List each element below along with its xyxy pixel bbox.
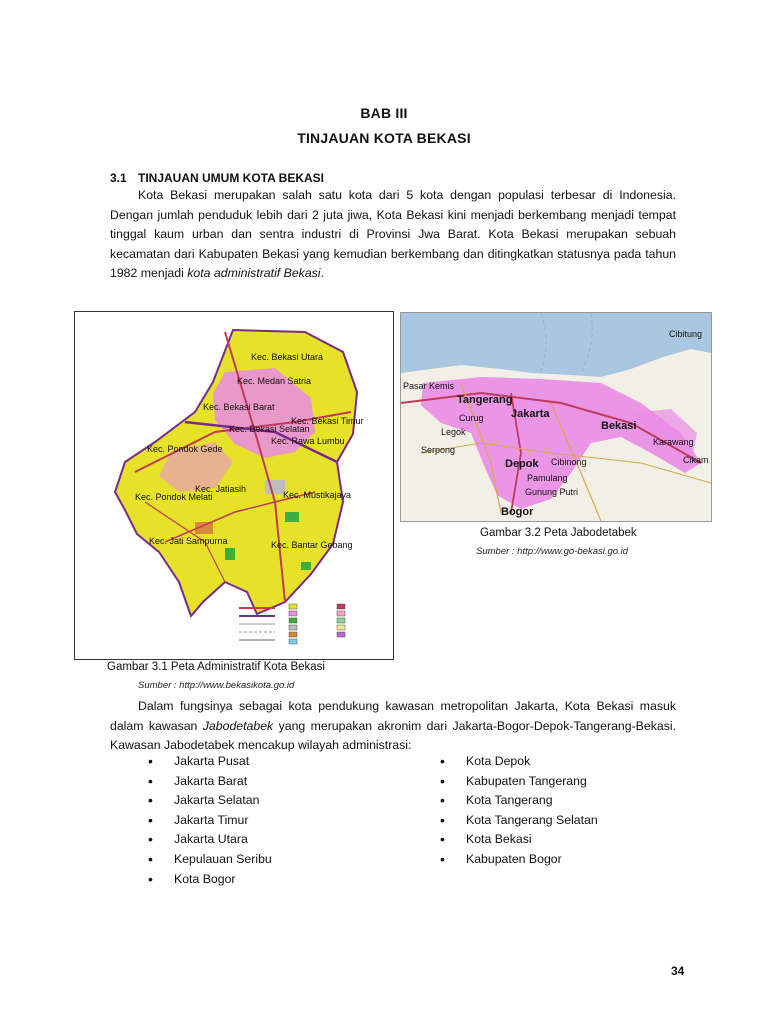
list-item: • Kepulauan Seribu <box>148 850 398 870</box>
jabo-label-depok: Depok <box>505 458 539 470</box>
jabo-label-jakarta: Jakarta <box>511 408 550 420</box>
map-label-medan-satria: Kec. Medan Satria <box>237 376 312 386</box>
second-text: Dalam fungsinya sebagai kota pendukung kawasan metropolitan Jakarta, Kota Bekasi masuk dalam kawasan <box>110 699 676 733</box>
list-item: • Kota Tangerang Selatan <box>440 811 690 831</box>
map-label-bekasi-selatan: Kec. Bekasi Selatan <box>229 424 310 434</box>
section-number: 3.1 <box>110 171 127 185</box>
map-label-bekasi-barat: Kec. Bekasi Barat <box>203 402 275 412</box>
list-item: • Kota Bekasi <box>440 830 690 850</box>
jabo-label-bogor: Bogor <box>501 506 534 518</box>
jabo-label-curug: Curug <box>459 413 484 423</box>
list-item: • Jakarta Timur <box>148 811 398 831</box>
section-title: TINJAUAN UMUM KOTA BEKASI <box>138 171 324 185</box>
jabo-label-cibitung: Cibitung <box>669 329 703 339</box>
map-label-jatiasih: Kec. Jatiasih <box>195 484 247 494</box>
map-label-pondok-gede: Kec. Pondok Gede <box>147 444 223 454</box>
jabodetabek-map-image <box>401 313 711 521</box>
figure-3-1-caption: Gambar 3.1 Peta Administratif Kota Bekasi <box>107 661 325 673</box>
figure-3-2-caption: Gambar 3.2 Peta Jabodetabek <box>480 527 637 539</box>
jabodetabek-map-figure <box>400 312 712 522</box>
page-number: 34 <box>671 964 685 978</box>
map-label-bekasi-utara: Kec. Bekasi Utara <box>251 352 324 362</box>
map-label-jati-sampurna: Kec. Jati Sampurna <box>149 536 228 546</box>
intro-paragraph <box>110 186 676 284</box>
second-paragraph <box>110 697 676 756</box>
regions-list-left <box>148 752 398 889</box>
second-italic-term: Jabodetabek <box>202 718 274 733</box>
jabo-label-cibinong: Cibinong <box>551 457 587 467</box>
chapter-number: BAB III <box>360 105 408 121</box>
regions-list-right <box>440 752 690 870</box>
jabo-label-bekasi: Bekasi <box>601 420 637 432</box>
admin-map-figure <box>74 311 394 660</box>
map-label-pondok-melati: Kec. Pondok Melati <box>135 492 213 502</box>
intro-text: Kota Bekasi merupakan salah satu kota dari 5 kota dengan populasi terbesar di Indonesia. Dengan jumlah penduduk lebih dari 2 juta jiwa, Kota Bekasi kini menjadi berkembang menjadi tempat tinggal kaum urban dan sentra industri di Provinsi Jwa Barat. Kota Bekasi merupakan sebuah kecamatan dari Kabupaten Bekasi yang kemudian berkembang dan ditingkatkan statusnya pada tahun 1982 menjadi <box>110 188 676 281</box>
jabo-label-serpong: Serpong <box>421 445 456 455</box>
jabo-label-pamulang: Pamulang <box>527 473 568 483</box>
jabo-label-pasar-kemis: Pasar Kemis <box>403 381 455 391</box>
jabo-label-cikampek: Cikam <box>683 455 709 465</box>
list-item: • Kota Depok <box>440 752 690 772</box>
intro-text-end: . <box>320 266 324 281</box>
map-label-mustikajaya: Kec. Mustikajaya <box>283 490 352 500</box>
figure-3-1-source: Sumber : http://www.bekasikota.go.id <box>138 680 295 691</box>
list-item: • Kabupaten Tangerang <box>440 772 690 792</box>
list-item: • Jakarta Pusat <box>148 752 398 772</box>
list-item: • Kabupaten Bogor <box>440 850 690 870</box>
list-item: • Jakarta Barat <box>148 772 398 792</box>
section-heading <box>110 171 324 185</box>
second-text-end: yang merupakan akronim dari Jakarta-Bogor-Depok-Tangerang-Bekasi. Kawasan Jabodetabek mencakup wilayah administrasi: <box>110 718 677 753</box>
jabo-label-karawang: Karawang <box>653 437 694 447</box>
intro-italic-term: kota administratif Bekasi <box>187 266 321 281</box>
jabo-label-legok: Legok <box>441 427 466 437</box>
chapter-title: TINJAUAN KOTA BEKASI <box>297 130 471 146</box>
jabo-label-gunung-putri: Gunung Putri <box>525 487 579 497</box>
list-item: • Jakarta Selatan <box>148 791 398 811</box>
map-label-bekasi-timur: Kec. Bekasi Timur <box>291 416 364 426</box>
list-item: • Kota Bogor <box>148 870 398 890</box>
jabo-label-tangerang: Tangerang <box>457 394 513 406</box>
list-item: • Kota Tangerang <box>440 791 690 811</box>
admin-map-image <box>75 312 393 659</box>
list-item: • Jakarta Utara <box>148 830 398 850</box>
map-label-bantar-gebang: Kec. Bantar Gebang <box>271 540 353 550</box>
map-label-rawa-lumbu: Kec. Rawa Lumbu <box>271 436 345 446</box>
figure-3-2-source: Sumber : http://www.go-bekasi.go.id <box>476 546 629 557</box>
